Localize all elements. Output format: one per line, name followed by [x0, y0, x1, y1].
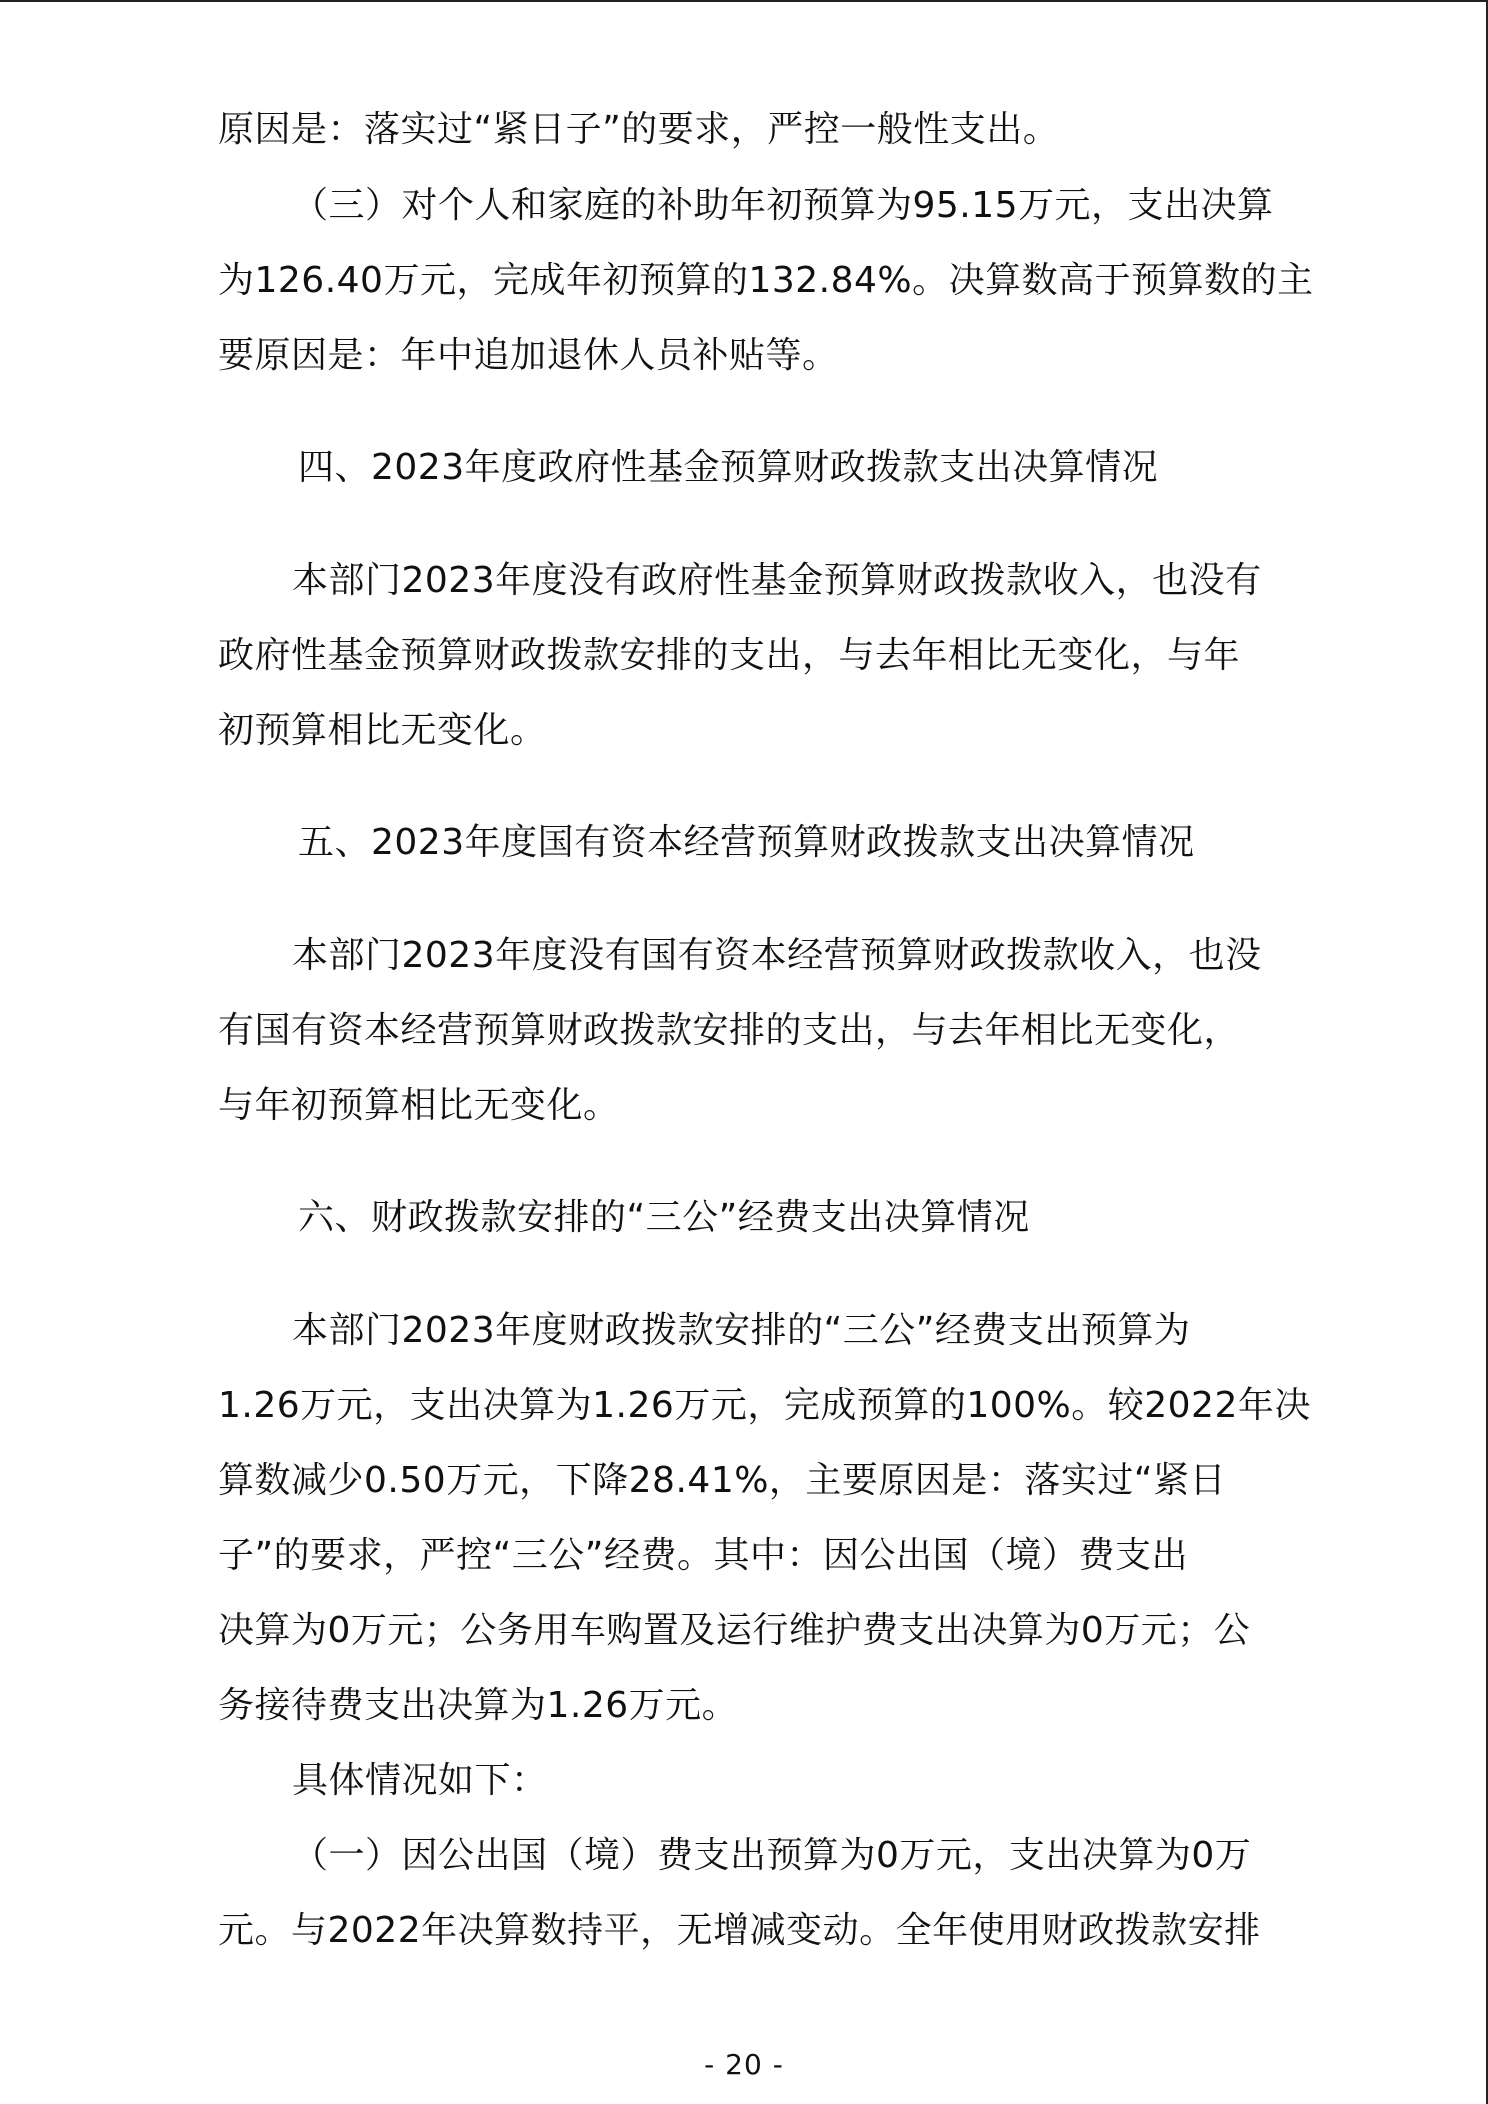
- paragraph-line: 本部门2023年度没有国有资本经营预算财政拨款收入，也没: [292, 935, 1262, 976]
- page-number: - 20 -: [704, 2048, 784, 2081]
- paragraph-line: 政府性基金预算财政拨款安排的支出，与去年相比无变化，与年: [218, 635, 1241, 676]
- paragraph-line: 有国有资本经营预算财政拨款安排的支出，与去年相比无变化，: [218, 1010, 1241, 1051]
- paragraph-line: 原因是：落实过“紧日子”的要求，严控一般性支出。: [218, 109, 1060, 150]
- paragraph-line: 决算为0万元；公务用车购置及运行维护费支出决算为0万元；公: [218, 1610, 1251, 1651]
- section-heading: 五、2023年度国有资本经营预算财政拨款支出决算情况: [298, 822, 1195, 863]
- paragraph-line: 具体情况如下：: [292, 1760, 548, 1801]
- paragraph-line: 与年初预算相比无变化。: [218, 1085, 620, 1126]
- paragraph-line: （一）因公出国（境）费支出预算为0万元，支出决算为0万: [292, 1835, 1252, 1876]
- paragraph-line: 1.26万元，支出决算为1.26万元，完成预算的100%。较2022年决: [218, 1385, 1311, 1426]
- paragraph-line: 为126.40万元，完成年初预算的132.84%。决算数高于预算数的主: [218, 260, 1314, 301]
- paragraph-line: 子”的要求，严控“三公”经费。其中：因公出国（境）费支出: [218, 1535, 1188, 1576]
- paragraph-line: 元。与2022年决算数持平，无增减变动。全年使用财政拨款安排: [218, 1910, 1261, 1951]
- section-heading: 四、2023年度政府性基金预算财政拨款支出决算情况: [298, 447, 1159, 488]
- paragraph-line: 本部门2023年度没有政府性基金预算财政拨款收入，也没有: [292, 560, 1262, 601]
- paragraph-line: 要原因是：年中追加退休人员补贴等。: [218, 335, 839, 376]
- paragraph-line: 本部门2023年度财政拨款安排的“三公”经费支出预算为: [292, 1310, 1191, 1351]
- paragraph-line: 算数减少0.50万元，下降28.41%，主要原因是：落实过“紧日: [218, 1460, 1227, 1501]
- paragraph-line: （三）对个人和家庭的补助年初预算为95.15万元，支出决算: [292, 185, 1274, 226]
- paragraph-line: 初预算相比无变化。: [218, 710, 547, 751]
- section-heading: 六、财政拨款安排的“三公”经费支出决算情况: [298, 1197, 1030, 1238]
- paragraph-line: 务接待费支出决算为1.26万元。: [218, 1685, 739, 1726]
